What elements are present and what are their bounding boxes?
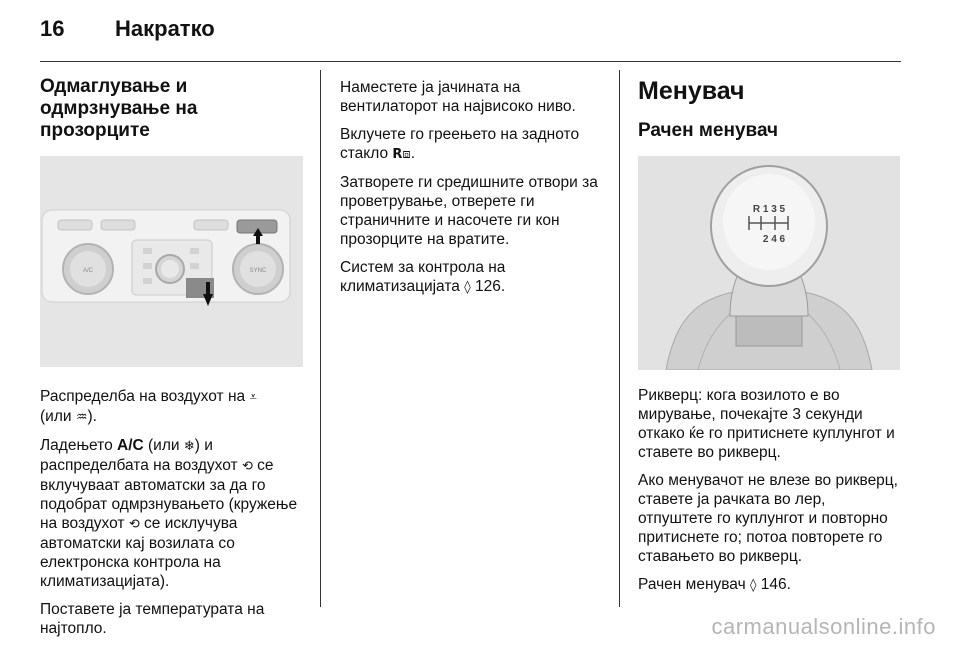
- gear-pattern-bottom: 2 4 6: [762, 234, 786, 245]
- text-run: Систем за контрола на климатизацијата: [340, 259, 506, 295]
- text-run: се исклучува автоматски кај возилата со електронска контрола на климатизацијата).: [40, 515, 238, 590]
- column-1: [40, 76, 308, 647]
- climate-panel-illustration: [40, 156, 303, 367]
- column-divider: [320, 70, 321, 607]
- rear-window-heating-icon: ⧈: [402, 147, 411, 162]
- paragraph: Затворете ги средишните отвори за проветрување, отверете ги страничните и насочете ги кон прозорците на вратите.: [340, 174, 598, 248]
- text-run: се вклучуваат автоматски за да го подобрат одмрзнувањето (кружење на воздухот: [40, 457, 298, 532]
- knob-label-right: SYNC: [249, 268, 267, 274]
- windscreen-airflow-icon: ⩡: [249, 390, 257, 405]
- text-run: .: [410, 145, 416, 162]
- knob-label-left: A/C: [82, 268, 94, 274]
- paragraph: Наместете ја јачината на вентилаторот на највисоко ниво.: [340, 79, 576, 115]
- text-run: Вклучете го греењето на задното стакло: [340, 126, 580, 162]
- recirculation-icon: ⟲: [241, 459, 253, 474]
- text-run: ).: [87, 408, 97, 425]
- text-run: Ладењето: [40, 437, 118, 454]
- paragraph: Ако менувачот не влезе во рикверц, ставете ја рачката во лер, отпуштете го куплунгот и повторно притиснете го; потоа повторете го ставањето во рикверц.: [638, 472, 898, 565]
- subheading-manual-transmission: Рачен менувач: [638, 120, 779, 141]
- column-3: [638, 76, 904, 604]
- gear-pattern-top: R 1 3 5: [752, 204, 786, 215]
- rear-window-heating-icon: R: [392, 147, 403, 162]
- page-reference-icon: ◊: [749, 578, 757, 593]
- header-divider: [40, 61, 901, 62]
- column-divider: [619, 70, 620, 607]
- section-heading-defrost: Одмаглување и одмрзнување на прозорците: [40, 76, 198, 141]
- page-reference-link[interactable]: 146.: [760, 576, 791, 593]
- text-run: (или: [143, 437, 184, 454]
- page-number: 16: [40, 16, 65, 41]
- page-title: Накратко: [115, 16, 215, 41]
- windscreen-defrost-icon: ♒: [75, 410, 88, 425]
- page-reference-icon: ◊: [464, 280, 471, 295]
- gear-knob-illustration: [638, 156, 900, 370]
- text-run: Распределба на воздухот на: [40, 388, 250, 405]
- ac-label: A/C: [117, 437, 144, 454]
- paragraph: Рикверц: кога возилото е во мирување, почекајте 3 секунди откако ќе го притиснете куплунгот и ставете во рикверц.: [638, 387, 895, 461]
- snowflake-icon: ❄: [183, 439, 195, 454]
- text-run: Рачен менувач: [638, 576, 750, 593]
- section-heading-transmission: Менувач: [638, 77, 745, 105]
- watermark: carmanualsonline.info: [711, 614, 936, 639]
- paragraph: Поставете ја температурата на најтопло.: [40, 601, 265, 637]
- page-reference-link[interactable]: 126.: [474, 278, 506, 295]
- text-run: ) и распределбата на воздухот: [40, 437, 242, 474]
- column-2: [340, 78, 608, 306]
- text-run: (или: [40, 408, 76, 425]
- recirculation-icon: ⟲: [128, 517, 140, 532]
